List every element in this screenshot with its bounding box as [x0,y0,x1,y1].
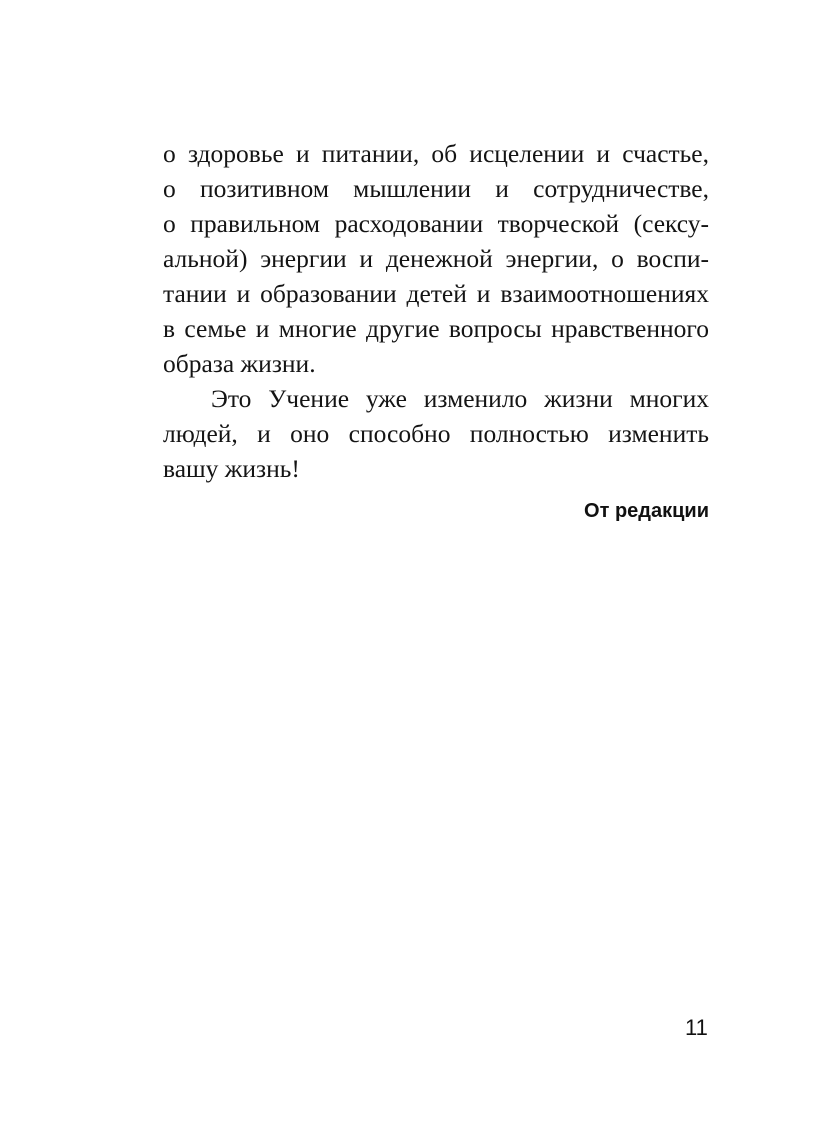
text-line: о правильном расходовании творческой (сексу- [163,209,709,238]
text-line: Это Учение уже изменило жизни многих [211,384,709,413]
text-line: тании и образовании детей и взаимоотношениях [163,279,709,308]
body-text [163,136,709,486]
text-line: вашу жизнь! [163,454,300,483]
text-line: в семье и многие другие вопросы нравственного [163,314,709,343]
page-number: 11 [685,1015,708,1040]
paragraph-1 [163,136,709,381]
text-line: образа жизни. [163,349,316,378]
paragraph-2 [163,381,709,486]
text-line: альной) энергии и денежной энергии, о воспи- [163,244,709,273]
editorial-signature: От редакции [584,500,709,522]
text-line: о позитивном мышлении и сотрудничестве, [163,174,709,203]
text-line: о здоровье и питании, об исцелении и счастье, [163,139,709,168]
text-line: людей, и оно способно полностью изменить [163,419,709,448]
